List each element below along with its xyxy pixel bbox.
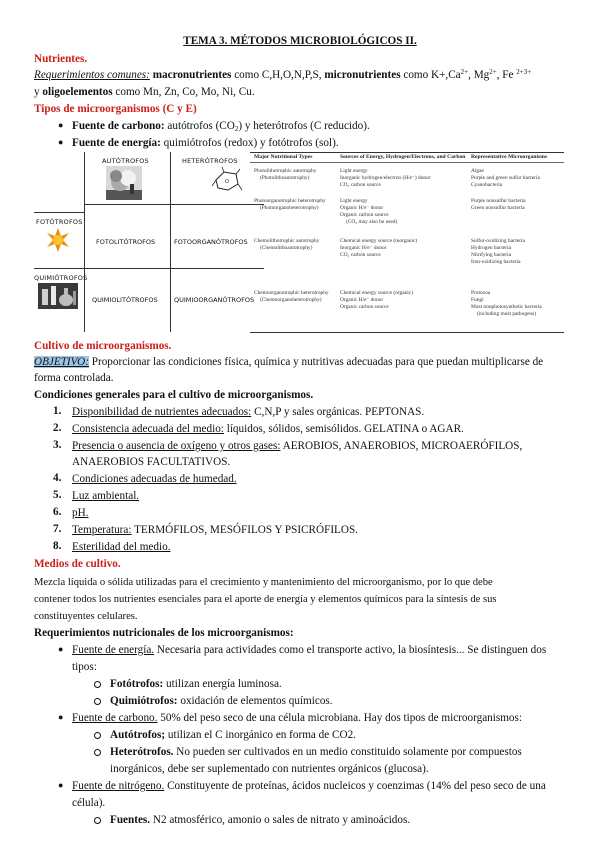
macronutrientes-text: como C,H,O,N,P,S,	[234, 69, 322, 81]
table-header: Sources of Energy, Hydrogen/Electrons, and Carbon	[340, 154, 466, 160]
quimiotrofos-item: Quimiótrofos: oxidación de elementos químicos.	[110, 695, 333, 707]
circle-bullet-icon	[94, 698, 101, 705]
circle-bullet-icon	[94, 749, 101, 756]
table-cell: Sulfur-oxidizing bacteria Hydrogen bacteria Nitrifying bacteria Iron-oxidizing bacteria	[471, 238, 525, 265]
circle-bullet-icon	[94, 817, 101, 824]
nutrientes-line-1	[34, 68, 531, 83]
list-item: Consistencia adecuada del medio: líquidos, sólidos, semisólidos. GELATINA o AGAR.	[72, 423, 464, 435]
cell-quimiolitotrofos: QUIMIOLITÓTROFOS	[92, 296, 158, 304]
nitrogeno-item-continuation: célula).	[72, 797, 106, 809]
autotroph-picture	[106, 166, 142, 200]
list-item: Disponibilidad de nutrientes adecuados: C,N,P y sales orgánicas. PEPTONAS.	[72, 406, 425, 418]
circle-bullet-icon	[94, 732, 101, 739]
table-cell: Chemical energy source (organic) Organic H/e⁻ donor Organic carbon source	[340, 290, 413, 310]
page-title: TEMA 3. MÉTODOS MICROBIOLÓGICOS II.	[183, 35, 417, 47]
list-item: Presencia o ausencia de oxígeno y otros gases: AEROBIOS, ANAEROBIOS, MICROAERÓFILOS,	[72, 440, 523, 452]
medios-paragraph-line: constituyentes celulares.	[34, 611, 138, 622]
table-cell: Light energy Inorganic hydrogen/electron (H/e⁻) donor CO₂ carbon source	[340, 168, 431, 188]
glucose-molecule-icon	[210, 166, 244, 196]
list-item-continuation: ANAEROBIOS FACULTATIVOS.	[72, 456, 231, 468]
table-rule	[250, 162, 564, 163]
tipos-bullet-energia	[72, 136, 339, 151]
bullet-icon: ●	[58, 120, 64, 130]
objetivo-label: OBJETIVO:	[34, 356, 89, 368]
table-cell: Protozoa Fungi Most nonphotosynthetic bacteria (including most pathogens)	[471, 290, 542, 317]
bullet-icon: ●	[58, 780, 64, 790]
list-item: Temperatura: TERMÓFILOS, MESÓFILOS Y PSICRÓFILOS.	[72, 524, 358, 536]
grid-line	[170, 152, 171, 332]
fe-charge: 2+3+	[516, 68, 532, 76]
oligo-pre: y	[34, 86, 40, 98]
list-number: 7.	[53, 523, 62, 535]
mg-charge: 2+	[489, 68, 497, 76]
table-cell: Photoorganotrophic heterotrophy (Photoorganoheterotrophy)	[254, 198, 326, 211]
grid-line	[34, 212, 84, 213]
cell-fotolitotrofos: FOTOLITÓTROFOS	[96, 238, 156, 246]
nutritional-types-figure	[34, 152, 564, 334]
oligoelementos-text: como Mn, Zn, Co, Mo, Ni, Cu.	[115, 86, 255, 98]
table-cell: Algae Purple and green sulfur bacteria Cyanobacteria	[471, 168, 540, 188]
table-rule	[250, 152, 564, 153]
condiciones-heading: Condiciones generales para el cultivo de microorganismos.	[34, 389, 314, 401]
objetivo-line-2: forma controlada.	[34, 372, 114, 384]
fuente-energia-text: quimiótrofos (redox) y fotótrofos (sol).	[163, 137, 339, 149]
bullet-icon: ●	[58, 644, 64, 654]
grid-line	[84, 204, 264, 205]
section-heading-medios: Medios de cultivo.	[34, 558, 121, 570]
list-number: 6.	[53, 506, 62, 518]
table-cell: Photolithotrophic autotrophy (Photolithoautotrophy)	[254, 168, 317, 181]
row-quimiotrofos: QUIMIÓTROFOS	[34, 274, 88, 282]
table-rule	[250, 332, 564, 333]
mg-text: , Mg	[468, 69, 490, 81]
list-item: pH.	[72, 507, 89, 519]
fototrofos-item: Fotótrofos: utilizan energía luminosa.	[110, 678, 282, 690]
fuente-carbono-label: Fuente de carbono:	[72, 120, 165, 132]
ca-charge: 2+	[460, 68, 469, 76]
bullet-icon: ●	[58, 137, 64, 147]
table-cell: Light energy Organic H/e⁻ donor Organic carbon source (CO₂ may also be used)	[340, 198, 398, 225]
carbono-item: Fuente de carbono. 50% del peso seco de una célula microbiana. Hay dos tipos de microorganismos:	[72, 712, 522, 724]
table-cell: Purple nonsulfur bacteria Green nonsulfur bacteria	[471, 198, 526, 211]
energia-item: Fuente de energía. Necesaria para actividades como el transporte activo, la biosíntesis... Se distinguen dos	[72, 644, 547, 656]
objetivo-line-1	[34, 355, 543, 370]
table-cell: Chemolithotrophic autotrophy (Chemolithoautotrophy)	[254, 238, 320, 251]
col-autotrofos: AUTÓTROFOS	[102, 157, 149, 165]
section-heading-nutrientes: Nutrientes.	[34, 53, 88, 65]
list-item: Condiciones adecuadas de humedad.	[72, 473, 237, 485]
cell-fotoorganotrofos: FOTOORGANÓTROFOS	[174, 238, 248, 246]
tipos-bullet-carbono	[72, 119, 370, 134]
requerimientos-heading: Requerimientos nutricionales de los microorganismos:	[34, 627, 294, 639]
grid-line	[34, 268, 264, 269]
list-number: 8.	[53, 540, 62, 552]
micronutrientes-label: micronutrientes	[324, 69, 401, 81]
list-number: 5.	[53, 489, 62, 501]
sun-icon	[46, 228, 70, 252]
fuente-carbono-end: ) y heterótrofos (C reducido).	[238, 120, 370, 132]
col-heterotrofos: HETERÓTROFOS	[182, 157, 238, 165]
medios-paragraph-line: Mezcla líquida o sólida utilizadas para el crecimiento y mantenimiento del microorganismo, por lo que debe	[34, 577, 493, 588]
fuentes-item: Fuentes. N2 atmosférico, amonio o sales de nitrato y aminoácidos.	[110, 814, 411, 826]
table-header: Representative Microorganisms	[471, 154, 548, 160]
circle-bullet-icon	[94, 681, 101, 688]
table-header: Major Nutritional Types	[254, 154, 313, 160]
bullet-icon: ●	[58, 712, 64, 722]
energia-item-continuation: tipos:	[72, 661, 97, 673]
medios-paragraph-line: contener todos los nutrientes esenciales para el aporte de energía y elementos químicos para la síntesis de sus	[34, 594, 497, 605]
requerimientos-label: Requerimientos comunes:	[34, 69, 150, 81]
heterotrofos-item: Heterótrofos. No pueden ser cultivados en un medio constituido solamente por compuestos	[110, 746, 522, 758]
fuente-energia-label: Fuente de energía:	[72, 137, 161, 149]
row-fototrofos: FOTÓTROFOS	[36, 218, 83, 226]
heterotrofos-item-continuation: inorgánicos, debe ser suplementado con nutrientes orgánicos (glucosa).	[110, 763, 429, 775]
list-item: Luz ambiental.	[72, 490, 140, 502]
oligoelementos-label: oligoelementos	[42, 86, 113, 98]
co2-subscript: 2	[234, 125, 239, 133]
micronutrientes-text: como K+,Ca	[403, 69, 461, 81]
section-heading-cultivo: Cultivo de microorganismos.	[34, 340, 172, 352]
list-number: 3.	[53, 439, 62, 451]
nutrientes-line-2	[34, 85, 255, 100]
list-number: 2.	[53, 422, 62, 434]
cell-quimioorganotrofos: QUIMIOORGANÓTROFOS	[174, 296, 255, 304]
svg-text:O: O	[225, 179, 229, 185]
list-item: Esterilidad del medio.	[72, 541, 171, 553]
nitrogeno-item: Fuente de nitrógeno. Constituyente de proteínas, ácidos nucleicos y coenzimas (14% del peso seco de una	[72, 780, 546, 792]
list-number: 4.	[53, 472, 62, 484]
fe-text: , Fe	[496, 69, 514, 81]
autotrofos-item: Autótrofos; utilizan el C inorgánico en forma de CO2.	[110, 729, 356, 741]
grid-line	[84, 152, 85, 332]
table-cell: Chemical energy source (inorganic) Inorganic H/e⁻ donor CO₂ carbon source	[340, 238, 418, 258]
section-heading-tipos: Tipos de microorganismos (C y E)	[34, 103, 197, 115]
macronutrientes-label: macronutrientes	[152, 69, 232, 81]
table-cell: Chemoorganotrophic heterotrophy (Chemoorganoheterotrophy)	[254, 290, 329, 303]
fuente-carbono-text: autótrofos (CO	[167, 120, 235, 132]
list-number: 1.	[53, 405, 62, 417]
chemistry-flasks-icon	[38, 283, 78, 309]
objetivo-text: Proporcionar las condiciones física, química y nutritivas adecuadas para que puedan multiplicarse de	[91, 356, 544, 368]
